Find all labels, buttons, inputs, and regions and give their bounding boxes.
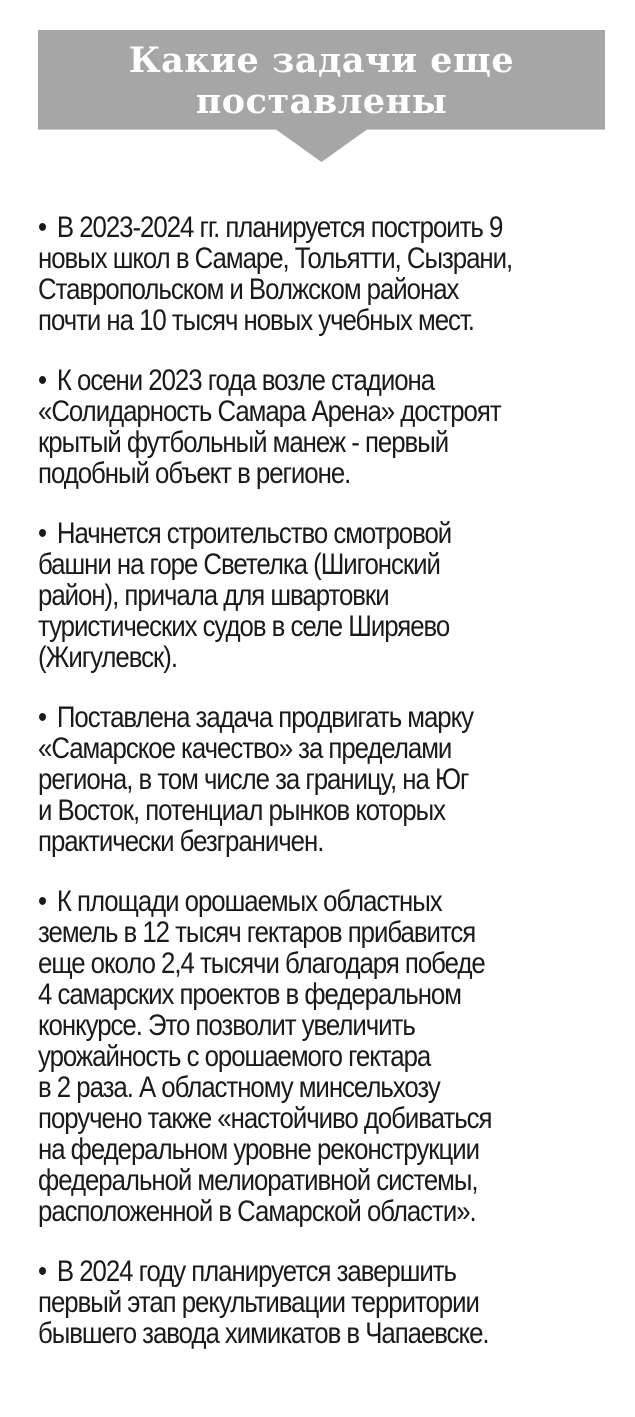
bullet: • xyxy=(38,364,47,397)
item-line: федеральной мелиоративной системы, xyxy=(38,1164,478,1197)
item-line: • В 2023-2024 гг. планируется построить 9 xyxy=(38,211,503,244)
item-line: башни на горе Светелка (Шигонский xyxy=(38,548,440,581)
list-item xyxy=(38,1256,598,1349)
item-line: «Солидарность Самара Арена» достроят xyxy=(38,395,501,428)
list-item xyxy=(38,518,598,673)
item-line: • Поставлена задача продвигать марку xyxy=(38,701,473,734)
item-line: подобный объект в регионе. xyxy=(38,457,351,490)
item-line: расположенной в Самарской области». xyxy=(38,1195,476,1228)
list-item xyxy=(38,886,598,1227)
item-line: новых школ в Самаре, Тольятти, Сызрани, xyxy=(38,242,513,275)
bullet: • xyxy=(38,701,47,734)
item-line: еще около 2,4 тысячи благодаря победе xyxy=(38,947,485,980)
title-line-1: Какие задачи еще xyxy=(128,40,515,81)
page-title xyxy=(38,40,605,122)
item-line: • Начнется строительство смотровой xyxy=(38,517,452,550)
item-line: почти на 10 тысяч новых учебных мест. xyxy=(38,304,474,337)
item-line: • В 2024 году планируется завершить xyxy=(38,1255,456,1288)
bullet: • xyxy=(38,885,47,918)
item-line: • К площади орошаемых областных xyxy=(38,885,442,918)
item-line: • К осени 2023 года возле стадиона xyxy=(38,364,435,397)
item-line: 4 самарских проектов в федеральном xyxy=(38,978,461,1011)
bullet: • xyxy=(38,517,47,550)
item-line: поручено также «настойчиво добиваться xyxy=(38,1102,492,1135)
list-item xyxy=(38,702,598,857)
item-line: первый этап рекультивации территории xyxy=(38,1286,479,1319)
item-line: в 2 раза. А областному минсельхозу xyxy=(38,1071,440,1104)
item-line: и Восток, потенциал рынков которых xyxy=(38,794,446,827)
item-line: Ставропольском и Волжском районах xyxy=(38,273,459,306)
item-line: региона, в том числе за границу, на Юг xyxy=(38,763,469,796)
item-line: район), причала для швартовки xyxy=(38,579,389,612)
list-item xyxy=(38,212,598,336)
bullet: • xyxy=(38,211,47,244)
item-line: практически безграничен. xyxy=(38,825,324,858)
item-line: бывшего завода химикатов в Чапаевске. xyxy=(38,1317,489,1350)
item-line: туристических судов в селе Ширяево xyxy=(38,610,450,643)
item-line: (Жигулевск). xyxy=(38,641,177,674)
item-line: «Самарское качество» за пределами xyxy=(38,732,452,765)
bullet: • xyxy=(38,1255,47,1288)
item-line: урожайность с орошаемого гектара xyxy=(38,1040,431,1073)
item-line: на федеральном уровне реконструкции xyxy=(38,1133,479,1166)
list-item xyxy=(38,365,598,489)
title-line-2: поставлены xyxy=(195,81,448,122)
item-line: конкурсе. Это позволит увеличить xyxy=(38,1009,415,1042)
item-line: крытый футбольный манеж - первый xyxy=(38,426,449,459)
item-line: земель в 12 тысяч гектаров прибавится xyxy=(38,916,476,949)
task-list xyxy=(38,212,598,1378)
